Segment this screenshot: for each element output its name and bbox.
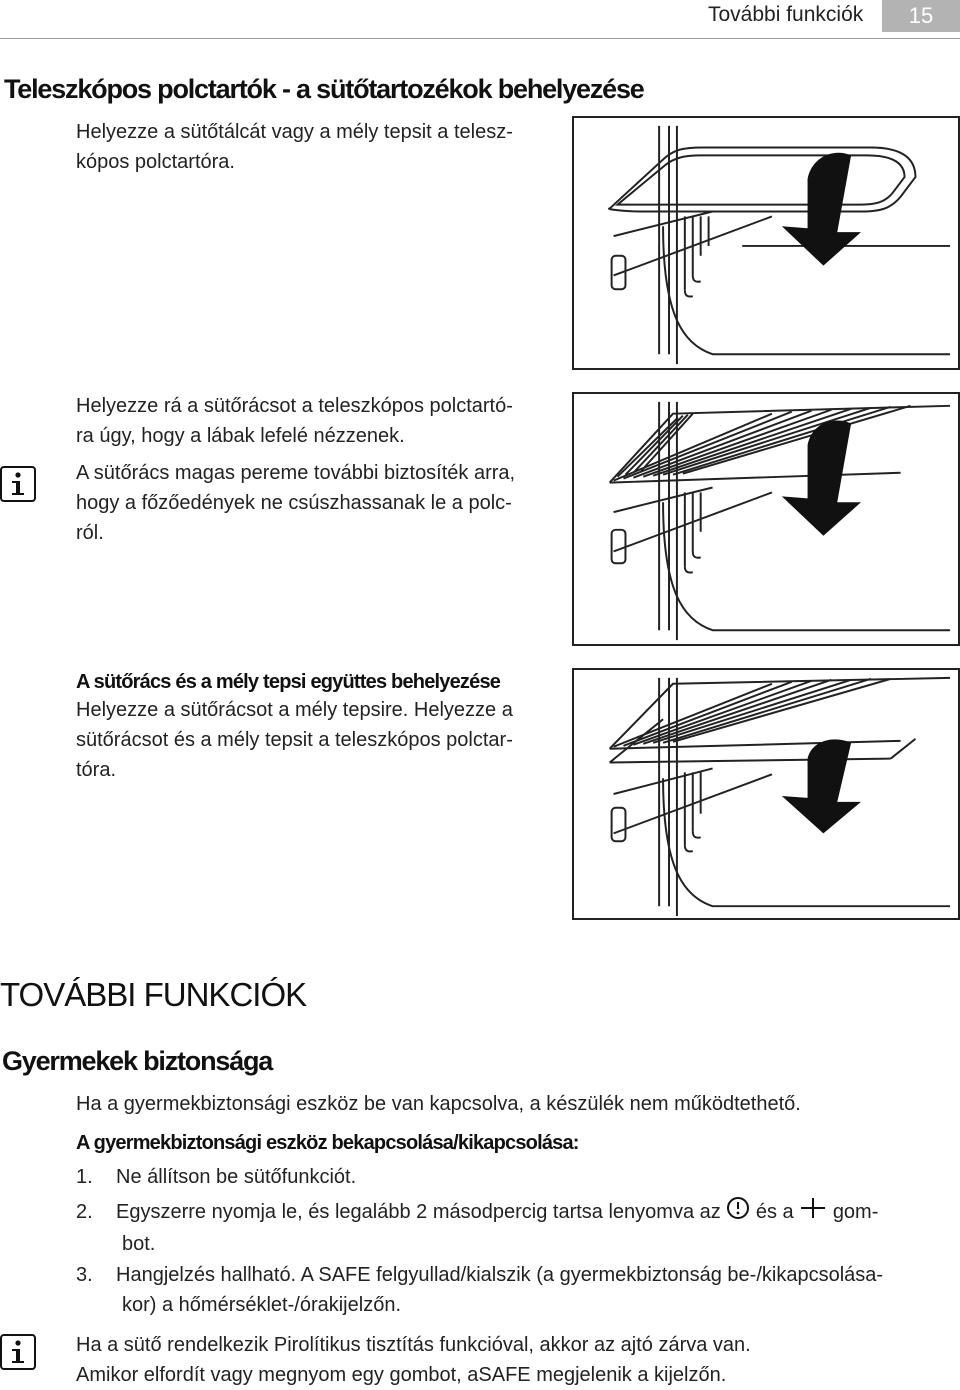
text-line: A sütőrács magas pereme további biztosíték arra, (76, 462, 516, 484)
figure-tray-insertion (572, 116, 960, 370)
text-line: Helyezze a sütőtálcát vagy a mély tepsit a telesz- (76, 121, 513, 143)
text-line: Ha a sütő rendelkezik Pirolítikus tisztítás funkcióval, akkor az ajtó zárva van. (76, 1334, 751, 1356)
step-3 (76, 1260, 960, 1320)
text-line: Helyezze rá a sütőrácsot a teleszkópos polctartó- (76, 395, 513, 417)
running-header-title: További funkciók (708, 3, 864, 26)
text-line: ról. (76, 522, 104, 544)
instruction-tray (76, 117, 513, 177)
rack-illustration (574, 394, 958, 644)
text-line: ra úgy, hogy a lábak lefelé nézzenek. (76, 425, 405, 447)
step-number: 1. (76, 1166, 93, 1188)
instruction-rack (76, 391, 513, 451)
figure-rack-pan-insertion (572, 668, 960, 920)
steps-heading: A gyermekbiztonsági eszköz bekapcsolása/kikapcsolása: (76, 1132, 579, 1154)
step-1 (76, 1162, 356, 1192)
figure-rack-insertion (572, 392, 960, 646)
section-title: Teleszkópos polctartók - a sütőtartozékok behelyezése (4, 74, 644, 104)
text-line: Amikor elfordít vagy megnyom egy gombot, aSAFE megjelenik a kijelzőn. (76, 1364, 727, 1386)
tray-illustration (574, 118, 958, 368)
chapter-title: TOVÁBBI FUNKCIÓK (0, 976, 307, 1013)
timer-icon (726, 1196, 750, 1229)
info-icon (0, 1334, 36, 1370)
text-line: tóra. (76, 759, 117, 781)
down-arrow-icon (782, 739, 861, 833)
step-number: 2. (76, 1200, 93, 1223)
step-text: Egyszerre nyomja le, és legalább 2 másodpercig tartsa lenyomva az (116, 1200, 721, 1223)
page-number: 15 (882, 0, 960, 32)
section-subtitle: Gyermekek biztonsága (2, 1046, 273, 1076)
text-line: hogy a főzőedények ne csúszhassanak le a polc- (76, 492, 512, 514)
step-number: 3. (76, 1264, 93, 1286)
step-text: Ne állítson be sütőfunkciót. (116, 1166, 357, 1188)
instruction-rack-and-pan (76, 695, 513, 785)
step-text: gom- (832, 1200, 879, 1223)
info-note-rack (76, 458, 515, 548)
step-text: Hangjelzés hallható. A SAFE felgyullad/kialszik (a gyermekbiztonság be-/kikapcsolása- (116, 1264, 884, 1286)
step-2 (76, 1196, 956, 1259)
text-line: sütőrácsot és a mély tepsit a teleszkópos polctar- (76, 729, 513, 751)
header-divider (0, 38, 960, 39)
plus-icon (799, 1196, 827, 1229)
subheading-rack-and-pan: A sütőrács és a mély tepsi együttes behelyezése (76, 671, 501, 693)
info-note-pyrolytic (76, 1330, 751, 1390)
child-safety-intro: Ha a gyermekbiztonsági eszköz be van kapcsolva, a készülék nem működtethető. (76, 1093, 801, 1115)
text-line: kópos polctartóra. (76, 151, 235, 173)
rack-pan-illustration (574, 670, 958, 918)
down-arrow-icon (782, 153, 861, 266)
text-line: Helyezze a sütőrácsot a mély tepsire. Helyezze a (76, 699, 513, 721)
step-text: és a (755, 1200, 794, 1223)
info-icon (0, 466, 36, 502)
step-text: kor) a hőmérséklet-/órakijelzőn. (122, 1294, 401, 1316)
step-text: bot. (122, 1233, 156, 1255)
